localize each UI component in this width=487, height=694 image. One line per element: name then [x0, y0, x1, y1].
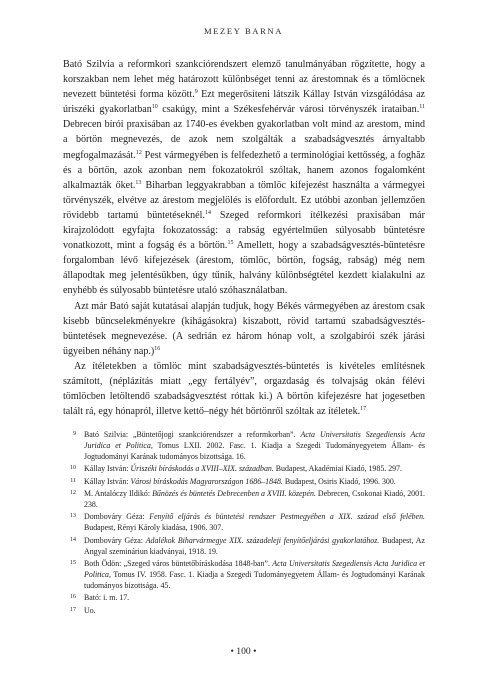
footnote-ref[interactable]: 13 [135, 179, 142, 186]
footnote-text: Bató: i. m. 17. [84, 593, 130, 603]
text-run: Biharban leggyakrabban a tömlöc kifejezést használta a vármegyei törvényszék, elvétve az árestom megjelölés is előfordult. Ez utóbbi azonban jellemzően rövidebb tartamú büntetéseknél. [63, 179, 426, 221]
footnote-text: Dombováry Géza: [84, 512, 150, 522]
footnote-ref[interactable]: 17 [360, 406, 367, 413]
footnote-ref[interactable]: 14 [204, 209, 211, 216]
text-run: Pest vármegyében is felfedezhető a terminológiai kettősség, a foghăz és a börtön, azok azonban nem fokozatokról szóltak, hanem azonos fogalomként alkalmazták őket. [63, 149, 425, 191]
page-number: • 100 • [230, 646, 257, 657]
footnote-ref[interactable]: 12 [135, 149, 142, 156]
text-run: Az ítéletekben a tömlöc mint szabadságvesztés-büntetés is kivételes említésnek számított, (néplázítás miatt „egy fertályév”, orgazdaság és tolvajság okán félévi tömlöcben letöltendő szabadságvesztést róttak ki.) A börtön kifejezésre hat jogesetben talált rá, egy hónapról, illetve kettő–négy hét börtönről szóltak az ítéletek. [63, 360, 425, 418]
footnote-text: Kállay István: [84, 476, 131, 486]
paragraph-1 [63, 57, 425, 299]
text-run: Azt már Bató saját kutatásai alapján tudjuk, hogy Békés vármegyében az árestom csak kisebb bűncselekményekre (kihágásokra) kiszabott, rövid tartamú szabadságvesztés-büntetések megnevezése. (A sedrián ez három hónap volt, a szolgabírói szék járási ügyeiben néhány nap.) [63, 300, 425, 357]
footnote-ref[interactable]: 10 [151, 104, 158, 111]
footnote-number: 17 [70, 606, 76, 613]
footnote-ref[interactable]: 9 [194, 89, 198, 96]
footnote-text: Budapest, Rényi Károly kiadása, 1906. 307. [84, 523, 224, 533]
footnote-title: Acta Universitatis Szegediensis Acta Juridica et Politica, [84, 430, 425, 450]
footnote [63, 464, 425, 475]
footnote-text: Tomus IV. 1958. Fasc. 1. Kiadja a Szegedi Tudományegyetem Állam- és Jogtudományi Karának tudományos bizottsága. 45. [84, 569, 425, 590]
paragraph-2 [63, 299, 425, 359]
footnote [63, 593, 425, 604]
footnote-number: 10 [70, 465, 76, 472]
footnote-text: Bató Szilvia: „Büntetőjogi szankciórendszer a reformkorban”. [84, 430, 301, 439]
footnote-text: Budapest, Akadémiai Kiadó, 1985. 297. [273, 464, 403, 474]
text-run: Ezt megerősíteni látszik Kállay István vizsgálódása az úriszéki gyakorlatban [63, 89, 425, 116]
footnote-text: Tomus LXII. 2002. Fasc. 1. Kiadja a Szegedi Tudományegyetem Állam- és Jogtudományi Karának tudományos bizottsága. 16. [84, 440, 425, 461]
footnotes [63, 430, 425, 618]
footnote-title: Fenyítő eljárás és büntetési rendszer Pestmegyében a XIX. század első felében. [149, 512, 425, 522]
footnote [63, 477, 425, 488]
footnote-title: Acta Universitatis Szegediensis Acta Juridica et Politica, [84, 558, 425, 579]
footnote-number: 14 [70, 536, 76, 543]
footnote-text: Kállay István: [84, 464, 131, 474]
footnote-text: M. Antalóczy Ildikó: [84, 489, 153, 499]
footnote-number: 9 [73, 431, 76, 437]
footnote-title: Adalékok Biharvármegye XIX. századeleji fenyítőeljárási gyakorlatához. [145, 535, 380, 545]
footnote-text: Dombováry Géza: [84, 535, 146, 545]
text-run: Amellett, hogy a szabadságvesztés-büntetésre forgalomban lévő kifejezések (árestom, tömlöc, börtön, fogság, rabság) még nem állapodtak meg jelentésükben, úgy tűnik, halvány különbségtétel kezdett kialakulni az enyhébb és súlyosabb büntetésre utaló szóhasználatban. [63, 240, 425, 297]
footnote-title: Úriszéki bíráskodás a XVIII–XIX. században. [130, 464, 274, 474]
footnote-number: 13 [70, 513, 76, 520]
footnote-ref[interactable]: 15 [227, 240, 234, 247]
paragraph-3 [63, 359, 425, 419]
text-run: Szeged reformkori ítélkezési praxisában már kirajzolódott egyfajta fokozatosság: a rabság egyértelműen súlyosabb büntetésre vonatkozott, mint a fogság és a börtön. [63, 209, 425, 252]
footnote [63, 512, 425, 534]
footnote-number: 11 [70, 477, 76, 484]
footnote [63, 489, 425, 511]
footnote-title: Városi bíráskodás Magyarországon 1686–1848. [130, 476, 283, 486]
footnote-number: 12 [70, 490, 76, 497]
footnote-text: Budapest, Az Angyal szemináriun kiadványai, 1918. 19. [84, 535, 425, 556]
text-run: Bató Szilvia a reformkori szankciórendszert elemző tanulmányában rögzítette, hogy a korszakban nem lehet még határozott különbséget tenni az árestomnak és a tömlöcnek nevezett büntetési forma között. [63, 59, 425, 101]
text-run: csakúgy, mint a Székesfehérvár városi törvényszék irataiban. [157, 104, 420, 116]
footnote-title: Bűnözés és büntetés Debrecenben a XVIII. közepén. [152, 489, 316, 499]
footnote-number: 16 [70, 594, 76, 601]
footnote [63, 430, 425, 463]
footnote [63, 536, 425, 558]
footnote-text: Budapest, Osiris Kiadó, 1996. 300. [282, 476, 396, 486]
footnote-text: Debrecen, Csokonai Kiadó, 2001. 238. [84, 489, 425, 509]
footnote-ref[interactable]: 16 [154, 345, 161, 352]
footnote-number: 15 [70, 559, 76, 566]
footnote [63, 606, 425, 617]
footnote-text: Uo. [84, 605, 96, 615]
footnote-text: Both Ödön: „Szeged város büntetőbíráskodása 1848-ban”. [84, 558, 273, 568]
footnote-ref[interactable]: 11 [419, 104, 425, 111]
text-run: Debrecen bírói praxisában az 1740-es években gyakorlatban volt mind az arestom, mind a börtön megnevezés, de azok nem szolgálták a szabadságvesztés árnyaltabb megfogalmazását. [63, 119, 425, 161]
running-head: MEZEY BARNA [203, 26, 284, 36]
main-text [63, 57, 425, 419]
footnote [63, 559, 425, 592]
